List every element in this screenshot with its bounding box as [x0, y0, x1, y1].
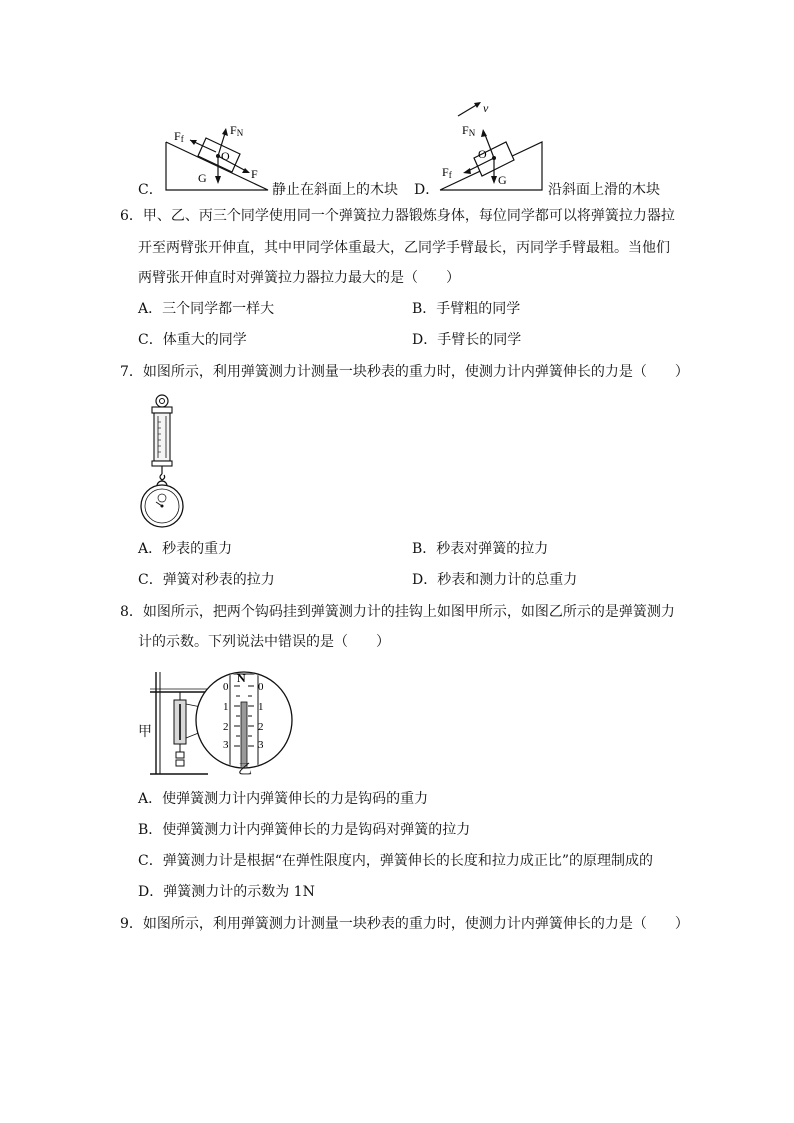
q6-option-a: A．三个同学都一样大 [138, 301, 275, 317]
svg-text:N: N [237, 671, 246, 685]
q5-d-letter: D． [414, 182, 440, 198]
svg-text:G: G [198, 171, 207, 185]
q6-stem-line2: 开至两臂张开伸直，其中甲同学体重最大，乙同学手臂最长，丙同学手臂最粗。当他们 [138, 240, 670, 256]
q7-option-d: D．秒表和测力计的总重力 [412, 572, 578, 588]
incline-figure-sliding-block [436, 96, 548, 194]
q8-stem-line2: 计的示数。下列说法中错误的是（ ） [138, 634, 390, 650]
q8-stem-line1: 8．如图所示，把两个钩码挂到弹簧测力计的挂钩上如图甲所示，如图乙所示的是弹簧测力 [120, 604, 675, 620]
svg-text:Ff: Ff [174, 129, 184, 144]
svg-text:0: 0 [258, 681, 264, 693]
q8-option-d: D．弹簧测力计的示数为 1N [138, 884, 315, 900]
spring-scale-hooks-figure [136, 664, 302, 782]
q9-stem: 9．如图所示，利用弹簧测力计测量一块秒表的重力时，使测力计内弹簧伸长的力是（ ） [120, 916, 689, 932]
q6-option-b: B．手臂粗的同学 [412, 301, 521, 317]
svg-text:0: 0 [223, 681, 229, 693]
svg-text:v: v [483, 101, 489, 115]
q7-option-c: C．弹簧对秒表的拉力 [138, 572, 275, 588]
svg-text:2: 2 [223, 721, 229, 733]
q8-option-b: B．使弹簧测力计内弹簧伸长的力是钩码对弹簧的拉力 [138, 822, 471, 838]
svg-text:F: F [251, 167, 258, 181]
spring-scale-stopwatch-figure [136, 392, 192, 530]
figure-label-jia: 甲 [138, 724, 152, 740]
q6-stem-line1: 6．甲、乙、丙三个同学使用同一个弹簧拉力器锻炼身体，每位同学都可以将弹簧拉力器拉 [120, 208, 675, 224]
svg-text:1: 1 [258, 701, 264, 713]
q7-stem: 7．如图所示，利用弹簧测力计测量一块秒表的重力时，使测力计内弹簧伸长的力是（ ） [120, 364, 689, 380]
svg-text:1: 1 [223, 701, 229, 713]
q7-option-a: A．秒表的重力 [138, 541, 233, 557]
q5-d-caption: 沿斜面上滑的木块 [548, 182, 660, 198]
svg-text:3: 3 [258, 739, 264, 751]
svg-text:3: 3 [223, 739, 229, 751]
svg-text:FN: FN [230, 123, 244, 138]
svg-text:O: O [221, 149, 230, 163]
svg-text:Ff: Ff [442, 165, 452, 180]
svg-text:G: G [498, 173, 507, 187]
q5-c-caption: 静止在斜面上的木块 [272, 182, 398, 198]
q7-option-b: B．秒表对弹簧的拉力 [412, 541, 549, 557]
svg-text:O: O [478, 147, 487, 161]
q5-c-letter: C． [138, 182, 163, 198]
q8-option-a: A．使弹簧测力计内弹簧伸长的力是钩码的重力 [138, 791, 429, 807]
figure-label-yi: 乙 [238, 762, 252, 778]
q8-option-c: C．弹簧测力计是根据“在弹性限度内，弹簧伸长的长度和拉力成正比”的原理制成的 [138, 853, 654, 869]
q6-option-d: D．手臂长的同学 [412, 332, 522, 348]
svg-text:2: 2 [258, 721, 264, 733]
svg-text:FN: FN [462, 123, 476, 138]
incline-figure-static-block [160, 118, 272, 194]
q6-option-c: C．体重大的同学 [138, 332, 247, 348]
q6-stem-line3: 两臂张开伸直时对弹簧拉力器拉力最大的是（ ） [138, 270, 460, 286]
